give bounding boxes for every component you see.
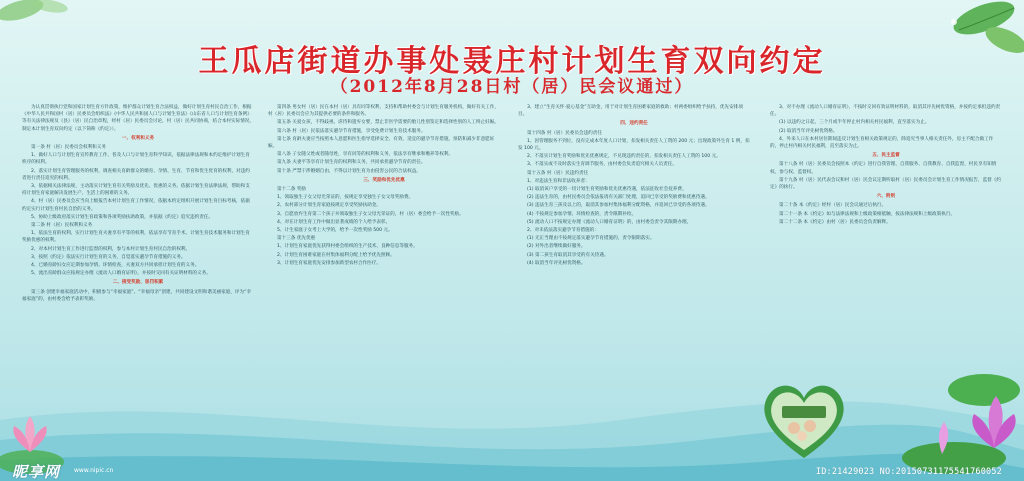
article-paragraph: 3、计划生育家庭优先安排参加新型农村合作医疗。	[277, 260, 381, 266]
article-paragraph: 5、协助上级政府落实计划生育政策和各项奖励扶助政策，并依据《约定》追究违约责任。	[31, 214, 214, 220]
article-paragraph: 5、计生家庭子女考上大学的，给予一次性奖励 500 元。	[277, 228, 393, 234]
article-paragraph: 第四条 男女村（居）民在本村（居）具有同等权利，支持和帮助村委会与计划生育服务机构，做好有关工作，村（居）民委员会应为其提供必要的条件和服务。	[268, 105, 499, 118]
text-column-1	[22, 104, 254, 404]
page-title: 王瓜店街道办事处聂庄村计划生育双向约定	[198, 44, 826, 79]
article-paragraph: 第七条 育龄夫妻应当按照本人意愿和医生指导选择安全、有效、适宜的避孕节育措施，预防和减少非意愿妊娠。	[268, 136, 495, 150]
lotus-flower-icon	[894, 330, 1024, 481]
article-paragraph: 1、因管理服务不到位，没有完成本年度人口计划，扣发相关责任人工资的 200 元；出现政策外生育 1 例，扣发 100 元。	[518, 138, 750, 152]
article-paragraph: 3、不落实或不及时落实生育调节服务，由村委会负责追究相关人员责任。	[527, 162, 677, 168]
article-paragraph: 为认真贯彻执行党和国家计划生育方针政策，维护群众计划生育合法权益，做好计划生育村民自治工作，根据《中华人民共和国村（居）民委员会组织法》《中华人民共和国人口与计划生育法》《山东省人口与计划生育条例》等有关法律法规及《县》（居）民自治章程，经村（居）民委员会讨论，村（居）民共同协商，结合本村实际情况，制定本计划生育双向约定（以下简称《约定》）。	[22, 105, 254, 132]
text-column-2	[268, 104, 500, 404]
article-paragraph: 3、依据相关法律法规，主动落实计划生育有关奖励及优先、优惠的义务。依据计划生育法律法规，帮助和支持计划生育家庭解决发展生产、生活上的困难的义务。	[22, 184, 250, 197]
article-paragraph: 5、流出育龄群众应按规定办理《流动人口婚育证明》，并按时交回有关证明材料的义务。	[31, 271, 211, 277]
article-paragraph: 2、计划生育困难家庭在村集体福利分配上给予优先照顾。	[277, 252, 395, 258]
article-paragraph: 1、计划生育家庭优先获得村委会组织的生产技术、良种信息等服务。	[277, 244, 418, 250]
article-paragraph: 第九条 夫妻平等享有计划生育的权利和义务，共同承担避孕节育的责任。	[277, 160, 426, 166]
article-paragraph: 第二条 村（居）民权利和义务	[31, 223, 93, 229]
article-paragraph: 第十五条 村（居）民违约责任	[527, 170, 589, 176]
article-paragraph: 1、依法生育的权利。实行计划生育夫妻享有平等的权利，依法享有节育手术、计划生育技术服务和计划生育奖励优惠的权利。	[22, 231, 250, 244]
article-paragraph: (4) 取消当年评先树优资格。	[527, 260, 586, 266]
section-heading: 六、附则	[876, 194, 896, 200]
article-paragraph: 第二十一条 本《约定》如与法律法规和上级政策相抵触，按法律法规和上级政策执行。	[779, 211, 956, 217]
green-leaf-icon	[0, 0, 90, 40]
article-paragraph: 第六条 村（居）民依法落实避孕节育措施，享受免费计划生育技术服务。	[277, 128, 426, 134]
logo-url: www.nipic.cn	[74, 467, 114, 474]
article-paragraph: (1) 无正当理由不按规定落实避孕节育措施的，责令限期落实。	[527, 236, 655, 242]
article-paragraph: 1、对违法生育和非法收养者：	[527, 178, 590, 184]
section-heading: 五、民主监督	[872, 153, 900, 159]
article-paragraph: 3、自愿放弃生育第二个孩子并领取独生子女父母光荣证的，村（居）委会给予一次性奖励。	[277, 211, 464, 217]
article-paragraph: (2) 违法生育的，由村民委员会依法报请有关部门处理，追回已享受的奖励费和优惠待遇。	[527, 195, 710, 201]
article-paragraph: 3、按照《约定》依法实行计划生育的义务，自觉落实避孕节育措施的义务。	[31, 254, 186, 260]
article-paragraph: 2、落实计划生育管理服务的权利，调查相关育龄群众的婚育、孕情、生育、节育和优生优育的权利，对违约者进行责任追究的权利。	[22, 168, 250, 181]
article-paragraph: 第五条 关爱女孩，不得歧视、虐待和遗弃女婴，禁止非医学需要的胎儿性别鉴定和选择性别的人工终止妊娠。	[277, 120, 499, 126]
article-paragraph: (1) 取消该户享受的一切计划生育奖励和优先优惠待遇，依法征收社会抚养费。	[527, 187, 687, 193]
article-paragraph: 2、对本村计划生育工作进行监督的权利，参与本村计划生育村民自治的权利。	[31, 246, 191, 252]
article-paragraph: 第十二条 奖励	[277, 187, 307, 193]
article-paragraph: (2) 对外出者继续做好服务。	[527, 244, 586, 250]
article-paragraph: 2、对未依法落实避孕节育措施的：	[527, 228, 599, 234]
article-paragraph: 4、已婚育龄妇女应定期参加孕情、环情检查，夫妻双方共同承担计划生育的义务。	[31, 263, 200, 269]
article-paragraph: 第三条 创建幸福家庭活动中，积极参与“幸福家庭”、“幸福母亲”创建，共同建设文明和谐美丽家庭，评为“幸福家庭”的，由村委会给予表彰奖励。	[22, 289, 252, 302]
article-paragraph: 第八条 子女随父姓或者随母姓，享有同等的权利和义务，依法享有继承和赡养等权利。	[277, 152, 454, 158]
article-paragraph: (3) 违法生育三孩及以上的，取消其参加村集体福利分配资格，并追回已享受的各项待遇。	[527, 203, 710, 209]
article-paragraph: 2、不落实计划生育奖励和优先优惠规定，不兑现违约责任的，扣发相关责任人工资的 100 元。	[527, 154, 721, 160]
article-paragraph: 第二十条 本《约定》经村（居）民会议通过后执行。	[779, 203, 887, 209]
article-paragraph: 2、农村部分计划生育家庭按规定享受奖励扶助金。	[277, 203, 381, 209]
article-paragraph: 4、对在计划生育工作中做出显著成绩的个人给予表彰。	[277, 219, 391, 225]
article-paragraph: 第十四条 村（居）民委员会违约责任	[527, 130, 602, 136]
article-paragraph: (4) 不按规定参加孕情、环情检查的，责令限期补检。	[527, 211, 637, 217]
article-paragraph: (2) 取消当年评先树优资格。	[779, 128, 838, 134]
article-paragraph: 4、村（居）民委员会应当向上级报告本村计划生育工作情况，依据本约定组织开展计划生育目标考核，依据约定实行计划生育村民自治的义务。	[22, 199, 250, 212]
article-paragraph: (3) 第二孩生育取消其享受的有关待遇。	[527, 252, 609, 258]
heart-family-photo-icon	[758, 378, 850, 462]
article-paragraph: 4、外来人口在本村居住期间违反计划生育相关政策规定的，除追究当事人相关责任外，房主不配合做工作的，停止村内相关村民福利，直至落实为止。	[770, 136, 994, 150]
section-heading: 四、违约责任	[620, 121, 648, 127]
section-heading: 三、奖励和优先优惠	[363, 177, 405, 183]
article-paragraph: 3、建立“生育关怀·爱心基金”互助金，用于对计划生育困难家庭的救助；村两委组织给予扶持，优先安排项目。	[518, 105, 743, 118]
watermark-id: ID:21429023 NO:20150731175541760052	[815, 467, 1002, 477]
article-paragraph: 第十八条 村（居）民委员会按照本《约定》进行自我管理、自我服务、自我教育、自我监督，村民享有知情权、参与权、监督权。	[770, 162, 997, 175]
article-paragraph: 第十条 严禁干涉婚姻自由，不得以计划生育为由侵害公民的合法权益。	[277, 168, 421, 174]
article-paragraph: (1) 以违约之日起，三个月或半年停止村内相关村民福利，直至落实为止。	[779, 120, 930, 126]
article-paragraph: (5) 流动人口不按规定办理《流动人口婚育证明》的，由村委会责令其限期办理。	[527, 219, 692, 225]
logo: 昵享网	[12, 463, 61, 481]
section-heading: 二、接受奖励、惩罚积累	[112, 280, 164, 286]
text-column-3	[518, 104, 750, 404]
section-heading: 一、权利和义务	[121, 135, 155, 141]
article-paragraph: 第一条 村（居）民委员会权利和义务	[31, 145, 106, 151]
article-paragraph: 1、做好人口与计划生育宣传教育工作，普及人口与计划生育科学知识，依据法律法规和本约定维护计划生育秩序的权利。	[22, 153, 250, 166]
article-paragraph: 第十三条 优先优惠	[277, 236, 316, 242]
article-paragraph: 1、领取独生子女父母光荣证的，按规定享受独生子女父母奖励费。	[277, 195, 414, 201]
article-paragraph: 第十九条 村（居）民代表会议和村（居）民会议定期听取村（居）民委员会计划生育工作情况报告，监督《约定》的执行。	[770, 177, 1001, 191]
page-subtitle: （2012年8月28日村（居）民会议通过）	[330, 77, 694, 97]
article-paragraph: 第二十二条 本《约定》由村（居）民委员会负责解释。	[779, 219, 891, 225]
article-paragraph: 3、对不办理《流动人口婚育证明》，不按时交回有效证明材料的，取消其评先树优资格，并按约定承担违约责任。	[770, 105, 1001, 118]
